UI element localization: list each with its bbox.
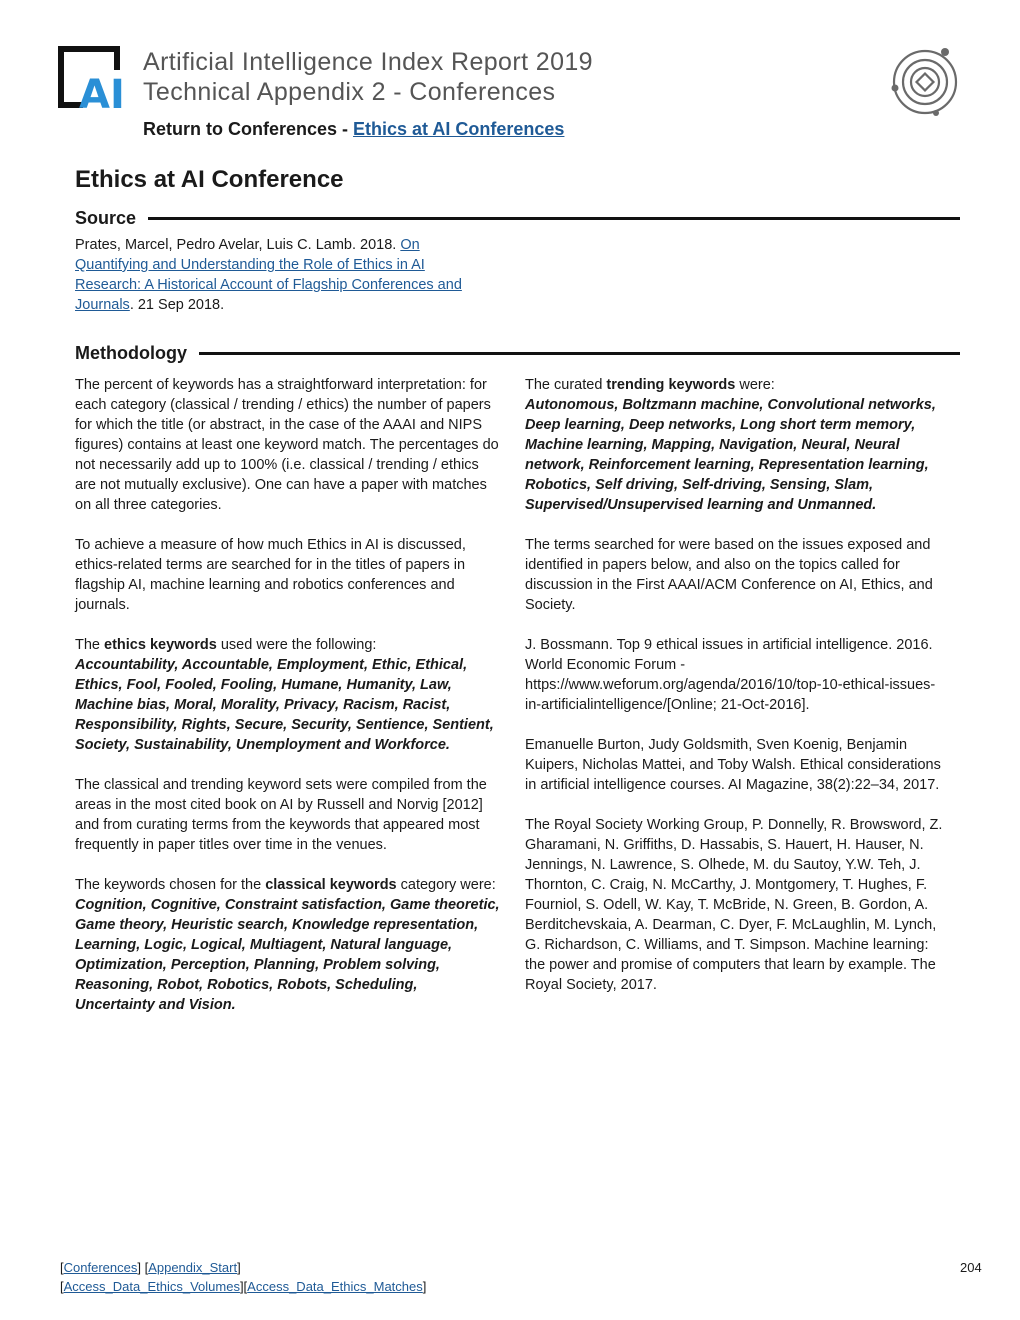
access-data-ethics-matches-link[interactable]: Access_Data_Ethics_Matches [247,1279,423,1294]
source-heading-label: Source [75,207,137,228]
terms-searched-paragraph: The terms searched for were based on the issues exposed and identified in papers below, and also on the topics called for discussion in the First AAAI/ACM Conference on AI, Ethics, and Society. [525,537,933,613]
logo-text: AI [79,72,125,110]
classical-keywords-intro: The keywords chosen for the [75,877,266,893]
classical-keywords-label: classical keywords [265,877,397,893]
trending-keywords-list: Autonomous, Boltzmann machine, Convolutional networks, Deep learning, Deep networks, Long short term memory, Machine learning, Mapping, Navigation, Neural, Neural network, Reinforcement learning, Representation learning, Robotics, Self driving, Self-driving, Sensing, Slam, Supervised/Unsupervised learning and Unmanned. [525,397,936,513]
trending-keywords-paragraph [525,375,950,515]
ethics-keywords-label: ethics keywords [104,637,217,653]
appendix-start-link[interactable]: Appendix_Start [148,1260,238,1275]
ethics-keywords-list: Accountability, Accountable, Employment, Ethic, Ethical, Ethics, Fool, Fooled, Fooling, Humane, Humanity, Law, Machine bias, Moral, Morality, Privacy, Racism, Racist, Responsibility, Rights, Secure, Security, Sentience, Sentient, Society, Sustainability, Unemployment and Workforce. [75,657,494,753]
methodology-right-column [525,375,950,1015]
return-prefix: Return to Conferences - [143,119,354,139]
report-subtitle: Technical Appendix 2 - Conferences [143,78,556,106]
trending-keywords-intro: The curated [525,377,607,393]
reference-burton: Emanuelle Burton, Judy Goldsmith, Sven Koenig, Benjamin Kuipers, Nicholas Mattei, and Toby Walsh. Ethical considerations in artificial intelligence courses. AI Magazine, 38(2):22–34, 2017. [525,737,941,793]
trending-keywords-intro-end: were: [735,377,775,393]
classical-keywords-intro-end: category were: [396,877,496,893]
ethics-keywords-paragraph [75,635,500,755]
methodology-left-column [75,375,500,1035]
access-data-ethics-volumes-link[interactable]: Access_Data_Ethics_Volumes [63,1279,240,1294]
return-line [143,117,564,141]
keyword-sets-paragraph: The classical and trending keyword sets were compiled from the areas in the most cited book on AI by Russell and Norvig [2012] and from curating terms from the keywords that appeared most frequently in paper titles over time in the venues. [75,777,487,853]
page-number: 204 [960,1260,982,1275]
ethics-measure-paragraph: To achieve a measure of how much Ethics in AI is discussed, ethics-related terms are searched for in the titles of papers in flagship AI, machine learning and robotics conferences and journals. [75,537,466,613]
source-paper-link[interactable]: On Quantifying and Understanding the Role of Ethics in AI Research: A Historical Account of Flagship Conferences and Journals [75,237,462,313]
source-date: . 21 Sep 2018. [129,297,225,313]
reference-royal-society: The Royal Society Working Group, P. Donnelly, R. Browsword, Z. Gharamani, N. Griffiths, D. Hassabis, S. Hauert, H. Hauser, N. Jennings, N. Lawrence, S. Olhede, M. du Sautoy, Y.W. Teh, J. Thornton, C. Craig, N. McCarthy, J. Montgomery, T. Hughes, F. Fourniol, S. Odell, W. Kay, T. McBride, N. Green, B. Gordon, A. Berditchevskaia, A. Dearman, C. Dyer, F. McLaughlin, M. Lynch, G. Richardson, C. Williams, and T. Simpson. Machine learning: the power and promise of computers that learn by example. The Royal Society, 2017. [525,817,943,993]
source-divider [148,217,960,220]
source-authors: Prates, Marcel, Pedro Avelar, Luis C. Lamb. 2018. [75,237,401,253]
index-emblem-icon [888,46,962,118]
source-citation [75,235,485,315]
ai-index-logo [58,46,130,110]
methodology-heading-label: Methodology [75,342,187,363]
report-title: Artificial Intelligence Index Report 2019 [143,48,593,76]
classical-keywords-list: Cognition, Cognitive, Constraint satisfaction, Game theoretic, Game theory, Heuristic search, Knowledge representation, Learning, Logic, Logical, Multiagent, Natural language, Optimization, Perception, Planning, Problem solving, Reasoning, Robot, Robotics, Robots, Scheduling, Uncertainty and Vision. [75,897,500,1013]
ethics-keywords-intro: The [75,637,105,653]
page-title: Ethics at AI Conference [75,166,344,193]
footer-navigation: [Conferences] [Appendix_Start] [Access_Data_Ethics_Volumes][Access_Data_Ethics_Matches] [60,1260,427,1294]
conferences-link[interactable]: Conferences [63,1260,138,1275]
source-heading [75,206,960,230]
ethics-at-ai-conferences-link[interactable]: Ethics at AI Conferences [353,119,565,139]
trending-keywords-label: trending keywords [606,377,736,393]
methodology-heading [75,341,960,365]
percent-keywords-paragraph: The percent of keywords has a straightforward interpretation: for each category (classical / trending / ethics) the number of papers for which the title (or abstract, in the case of the AAAI and NIPS figures) contains at least one keyword match. The percentages do not necessarily add up to 100% (i.e. classical / trending / ethics are not mutually exclusive). One can have a paper with matches on all three categories. [75,377,499,513]
classical-keywords-paragraph [75,875,500,1015]
reference-bossmann: J. Bossmann. Top 9 ethical issues in artificial intelligence. 2016. World Economic Forum - https://www.weforum.org/agenda/2016/10/top-10-ethical-issues-in-artificialintelligence/[Online; 21-Oct-2016]. [525,637,936,713]
ethics-keywords-intro-end: used were the following: [216,637,377,653]
methodology-divider [199,352,960,355]
